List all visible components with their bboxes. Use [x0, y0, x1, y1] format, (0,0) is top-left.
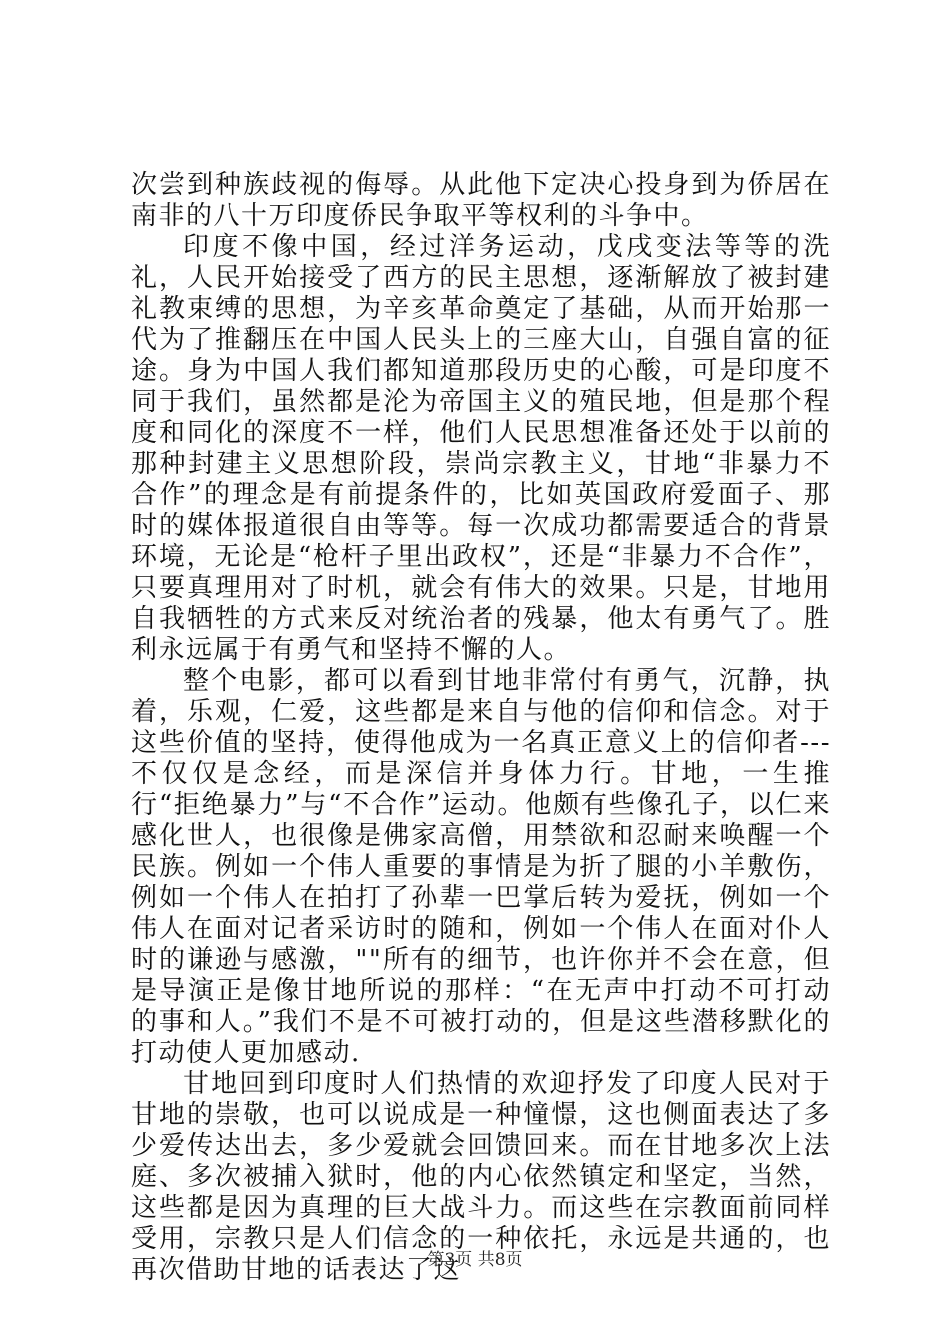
paragraph: 次尝到种族歧视的侮辱。从此他下定决心投身到为侨居在南非的八十万印度侨民争取平等权利的斗争中。 [131, 170, 831, 231]
paragraph: 甘地回到印度时人们热情的欢迎抒发了印度人民对于甘地的崇敬，也可以说成是一种憧憬，这也侧面表达了多少爱传达出去，多少爱就会回馈回来。而在甘地多次上法庭、多次被捕入狱时，他的内心依然镇定和坚定，当然，这些都是因为真理的巨大战斗力。而这些在宗教面前同样受用，宗教只是人们信念的一种依托，永远是共通的，也再次借助甘地的话表达了这 [131, 1069, 831, 1285]
paragraph: 整个电影，都可以看到甘地非常付有勇气，沉静，执着，乐观，仁爱，这些都是来自与他的信仰和信念。对于这些价值的坚持，使得他成为一名真正意义上的信仰者---不仅仅是念经，而是深信并身体力行。甘地，一生推行“拒绝暴力”与“不合作”运动。他颇有些像孔子，以仁来感化世人，也很像是佛家高僧，用禁欲和忍耐来唤醒一个民族。例如一个伟人重要的事情是为折了腿的小羊敷伤，例如一个伟人在拍打了孙辈一巴掌后转为爱抚，例如一个伟人在面对记者采访时的随和，例如一个伟人在面对仆人时的谦逊与感激，""所有的细节，也许你并不会在意，但是导演正是像甘地所说的那样：“在无声中打动不可打动的事和人。”我们不是不可被打动的，但是这些潜移默化的打动使人更加感动. [131, 666, 831, 1068]
page-number-footer: 第3页 共8页 [427, 1250, 523, 1270]
document-body [131, 170, 831, 1286]
paragraph: 印度不像中国，经过洋务运动，戊戌变法等等的洗礼，人民开始接受了西方的民主思想，逐渐解放了被封建礼教束缚的思想，为辛亥革命奠定了基础，从而开始那一代为了推翻压在中国人民头上的三座大山，自强自富的征途。身为中国人我们都知道那段历史的心酸，可是印度不同于我们，虽然都是沦为帝国主义的殖民地，但是那个程度和同化的深度不一样，他们人民思想准备还处于以前的那种封建主义思想阶段，崇尚宗教主义，甘地“非暴力不合作”的理念是有前提条件的，比如英国政府爱面子、那时的媒体报道很自由等等。每一次成功都需要适合的背景环境，无论是“枪杆子里出政权”，还是“非暴力不合作”，只要真理用对了时机，就会有伟大的效果。只是，甘地用自我牺牲的方式来反对统治者的残暴，他太有勇气了。胜利永远属于有勇气和坚持不懈的人。 [131, 232, 831, 665]
